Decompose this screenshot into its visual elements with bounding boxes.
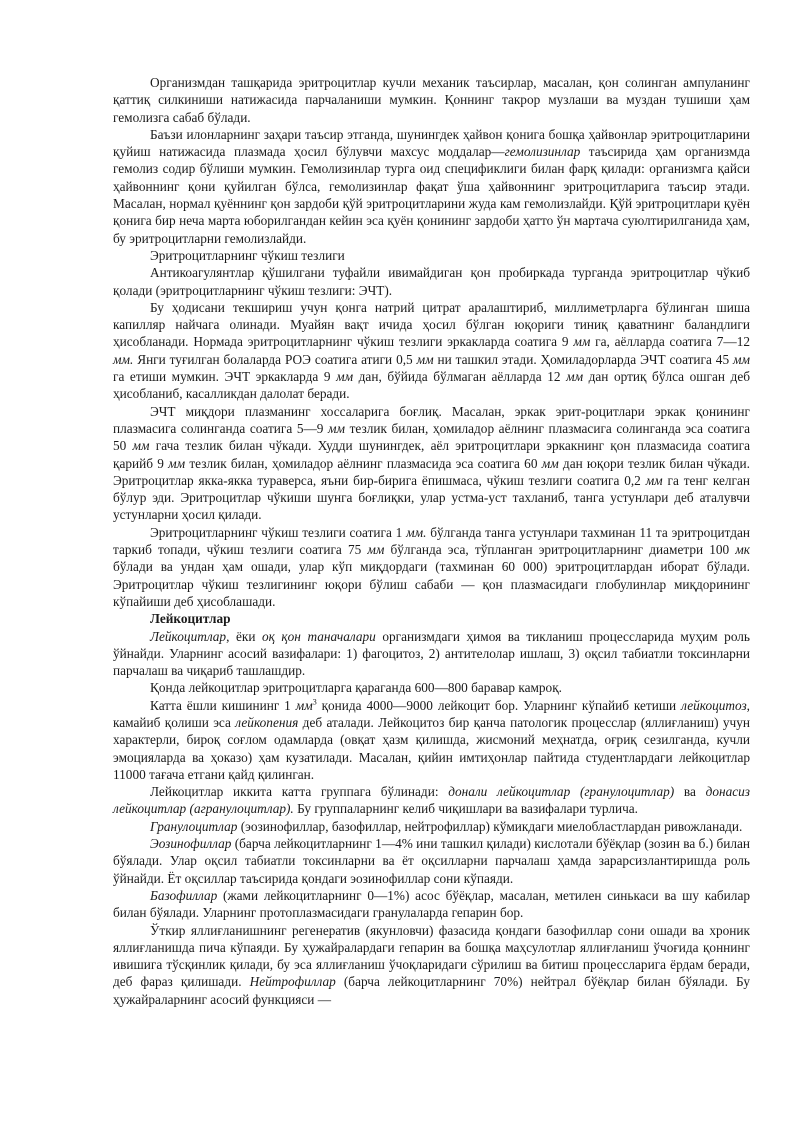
text-run: Лейкоцитлар иккита катта группага бўлинади: — [150, 784, 449, 800]
text-run: , камайиб қолиши эса — [113, 697, 750, 730]
italic-term: мм — [367, 542, 385, 558]
italic-term: мм — [295, 697, 313, 713]
italic-term: гемолизинлар — [504, 144, 581, 160]
text-run: ва — [674, 784, 706, 800]
italic-term: мм — [573, 334, 591, 350]
text-run: Организмдан ташқарида эритроцитлар кучли механик таъсирлар, масалан, қон солинган ампуланинг қаттиқ силкиниши натижасида парчаланиши мумкин. Қоннинг такрор музлаши ва муздан тушиши ҳам гемолизга сабаб бўлади. — [113, 75, 750, 125]
text-run: бўлади ва ундан ҳам ошади, улар кўп миқдордаги (тахминан 60 000) эритроцитлардан иборат бўлади. Эритроцитлар чўкиш тезлигининг юқори бўлиш сабаби — қон плазмасидаги глобулинлар миқдорининг кўпайиши деб ҳисоблашади. — [113, 559, 750, 609]
text-run: таъсирида ҳам организмда гемолиз содир бўлиши мумкин. Гемолизинлар турга оид спецификлиги билан фарқ қилади: организмга қайси ҳайвоннинг қони қуйилган бўлса, гемолизинлар фақат ўша ҳайвоннинг эритроцитларига таъсир этади. Масалан, нормал қуённинг қон зардоби қўй эритроцитларини жуда кам гемолизлайди. Қўй эритроцитлари қуён қонига бир неча марта юборилгандан кейин эса қуён қонининг зардоби ҳатто ўн мартача суюлтирилганида ҳам, бу эритроцитларни гемолизлайди. — [113, 144, 750, 246]
text-run: Лейкоцитлар — [150, 611, 231, 627]
italic-term: донали лейкоцитлар (гранулоцитлар) — [448, 784, 675, 800]
section-heading — [113, 610, 750, 627]
italic-term: Базофиллар — [150, 887, 218, 903]
text-run: (барча лейкоцитларнинг 70%) нейтрал бўёқлар билан бўялади. Бу ҳужайраларнинг асосий функцияси — — [113, 974, 750, 1007]
italic-term: мм — [733, 351, 750, 367]
italic-term: оқ қон таначалари — [262, 628, 376, 644]
text-run: Эритроцитларнинг чўкиш тезлиги соатига 1 — [150, 524, 407, 540]
text-run: бўлганда танга устунлари тахминан 11 та эритроцитдан таркиб топади, чўкиш тезлиги соатига 75 — [113, 524, 750, 558]
text-run: Бу группаларнинг келиб чиқишлари ва вазифалари турлича. — [293, 801, 638, 817]
text-run: Янги туғилган болаларда РОЭ соатига атиги 0,5 — [133, 351, 417, 367]
text-run: тезлик билан, ҳомиладор аёлнинг плазмасида эса соатига 60 — [185, 455, 542, 471]
body-paragraph — [113, 783, 750, 818]
text-run: Эритроцитларнинг чўкиш тезлиги — [150, 247, 345, 263]
text-run: (барча лейкоцитларнинг 1—4% ини ташкил қилади) кислотали бўёқлар (зозин ва б.) билан бўялади. Улар оқсил табиатли токсинларни ва ёт оқсилларни парчалаш ҳамда зарарсизлантиришда роль ўйнайди. Ёт оқсиллар таъсирида қондаги эозинофиллар сони кўпаяди. — [113, 836, 750, 886]
italic-term: мм — [416, 351, 434, 367]
italic-term: мм. — [113, 351, 134, 367]
body-paragraph — [113, 403, 750, 524]
text-run: Антикоагулянтлар қўшилгани туфайли ивимайдиган қон пробиркада турганда эритроцитлар чўкиб қолади (эритроцитларнинг чўкиш тезлиги: ЭЧТ). — [113, 265, 750, 298]
italic-term: Лейкоцитлар — [150, 628, 227, 644]
italic-term: Гранулоцитлар — [150, 818, 238, 834]
text-run: деб аталади. Лейкоцитоз бир қанча патологик процесслар (яллиғланиш) учун характерли, бироқ соғлом одамларда (овқат ҳазм қилишда, жисмоний меҳнатда, оғриқ сезилганда, кучли эмоцияларда ва ҳоказо) ҳам кузатилади. Масалан, қийин имтиҳонлар пайтида студентлардаги лейкоцитлар 11000 тағача етгани қайд қилинган. — [113, 714, 751, 782]
text-run: Бу ҳодисани текшириш учун қонга натрий цитрат аралаштириб, миллиметрларга бўлинган шиша капилляр найчага олинади. Муайян вақт ичида ҳосил бўлган юқориги тиниқ қаватнинг баландлиги ҳисобланади. Нормада эритроцитларнинг чўкиш тезлиги эркакларда соатига 9 — [113, 299, 750, 350]
text-run: , ёки — [226, 628, 262, 644]
body-paragraph — [113, 524, 750, 610]
italic-term: мм — [328, 420, 345, 436]
text-run: дан юқори тезлик билан чўкади. Эритроцитлар якка-якка тураверса, яъни бир-бирига ёпишмаса, чўкиш тезлиги соатига 0,2 — [113, 455, 750, 488]
italic-term: мм — [541, 455, 559, 471]
italic-term: лейкоцитоз — [681, 697, 747, 713]
text-run: қонида 4000—9000 лейкоцит бор. Уларнинг кўпайиб кетиши — [316, 697, 682, 713]
body-paragraph — [113, 264, 750, 299]
text-run: дан, бўйида бўлмаган аёлларда 12 — [353, 369, 567, 385]
italic-term: донасиз лейкоцитлар (агранулоцитлар). — [113, 784, 750, 817]
text-run: га етиши мумкин. ЭЧТ эркакларда 9 — [113, 369, 337, 385]
italic-term: лейкопения — [235, 714, 299, 730]
italic-term: мм — [132, 438, 150, 454]
text-run: (эозинофиллар, базофиллар, нейтрофиллар) кўмикдаги миелобластлардан ривожланади. — [237, 818, 743, 834]
body-paragraph — [113, 126, 750, 247]
text-run: Катта ёшли кишининг 1 — [150, 697, 296, 713]
italic-term: мм — [566, 369, 584, 385]
body-paragraph — [113, 679, 750, 696]
body-paragraph — [113, 247, 750, 264]
italic-term: мк — [735, 542, 750, 558]
text-run: ЭЧТ миқдори плазманинг хоссаларига боғлиқ. Масалан, эркак эрит-роцитлари эркак қонининг плазмасига солинганда соатига 5—9 — [113, 403, 750, 436]
body-paragraph — [113, 922, 750, 1008]
italic-term: мм — [168, 455, 186, 471]
body-paragraph — [113, 74, 750, 126]
body-paragraph — [113, 818, 750, 835]
text-run: (жами лейкоцитларнинг 0—1%) асос бўёқлар, масалан, метилен синькаси ва шу кабилар билан бўялади. Уларнинг протоплазмасидаги гранулаларда гепарин бор. — [113, 887, 750, 921]
italic-term: мм — [645, 472, 663, 488]
text-run: организмдаги ҳимоя ва тикланиш процессларида муҳим роль ўйнайди. Уларнинг асосий вазифалари: 1) фагоцитоз, 2) антителолар ишлаш, 3) оқсил табиатли токсинларни парчалаш ва чиқариб ташлашдир. — [113, 628, 750, 679]
italic-term: мм — [336, 369, 354, 385]
italic-term: Эозинофиллар — [150, 836, 232, 852]
text-run: бўлганда эса, тўпланган эритроцитларнинг диаметри 100 — [384, 542, 736, 558]
text-run: Ўткир яллиғланишнинг регенератив (якунловчи) фазасида қондаги базофиллар сони ошади ва хроник яллиғланишда пича кўпаяди. Бу ҳужайралардаги гепарин ва бошқа маҳсулотлар яллиғланиш ўчоғида қоннинг ивишига тўсқинлик қилади, бу эса яллиғланиш ўчоқларидаги сўрилиш ва битиш процессларига ёрдам беради, деб фараз қилишади. — [113, 922, 750, 990]
superscript: 3 — [312, 697, 317, 707]
text-run: Қонда лейкоцитлар эритроцитларга қараганда 600—800 баравар камроқ. — [150, 680, 562, 696]
italic-term: мм. — [406, 524, 427, 540]
body-paragraph — [113, 628, 750, 680]
body-paragraph — [113, 697, 750, 783]
body-paragraph — [113, 299, 750, 403]
text-run: га, аёлларда соатига 7—12 — [590, 334, 750, 350]
text-run: га тенг келган бўлур эди. Эритроцитлар чўкиши шунга боғлиқки, улар устма-уст тахланиб, танга устунлари деб аталувчи устунларни ҳосил қилади. — [113, 472, 750, 523]
body-paragraph — [113, 887, 750, 922]
text-run: ни ташкил этади. Ҳомиладорларда ЭЧТ соатига 45 — [433, 351, 734, 367]
text-run: гача тезлик билан чўкади. Худди шунингдек, аёл эритроцитлари эркакнинг қон плазмасида соатига қарийб 9 — [113, 438, 750, 471]
text-run: Баъзи илонларнинг заҳари таъсир этганда, шунингдек ҳайвон қонига бошқа ҳайвонлар эритроцитларини қуйиш натижасида плазмада ҳосил бўлувчи махсус моддалар— — [113, 126, 750, 160]
body-paragraph — [113, 835, 750, 887]
italic-term: Нейтрофиллар — [249, 974, 336, 990]
text-run: тезлик билан, ҳомиладор аёлнинг плазмасига солинганда эса соатига 50 — [113, 420, 750, 454]
text-run: дан ортиқ бўлса ошган деб ҳисобланиб, касалликдан далолат беради. — [113, 369, 750, 402]
